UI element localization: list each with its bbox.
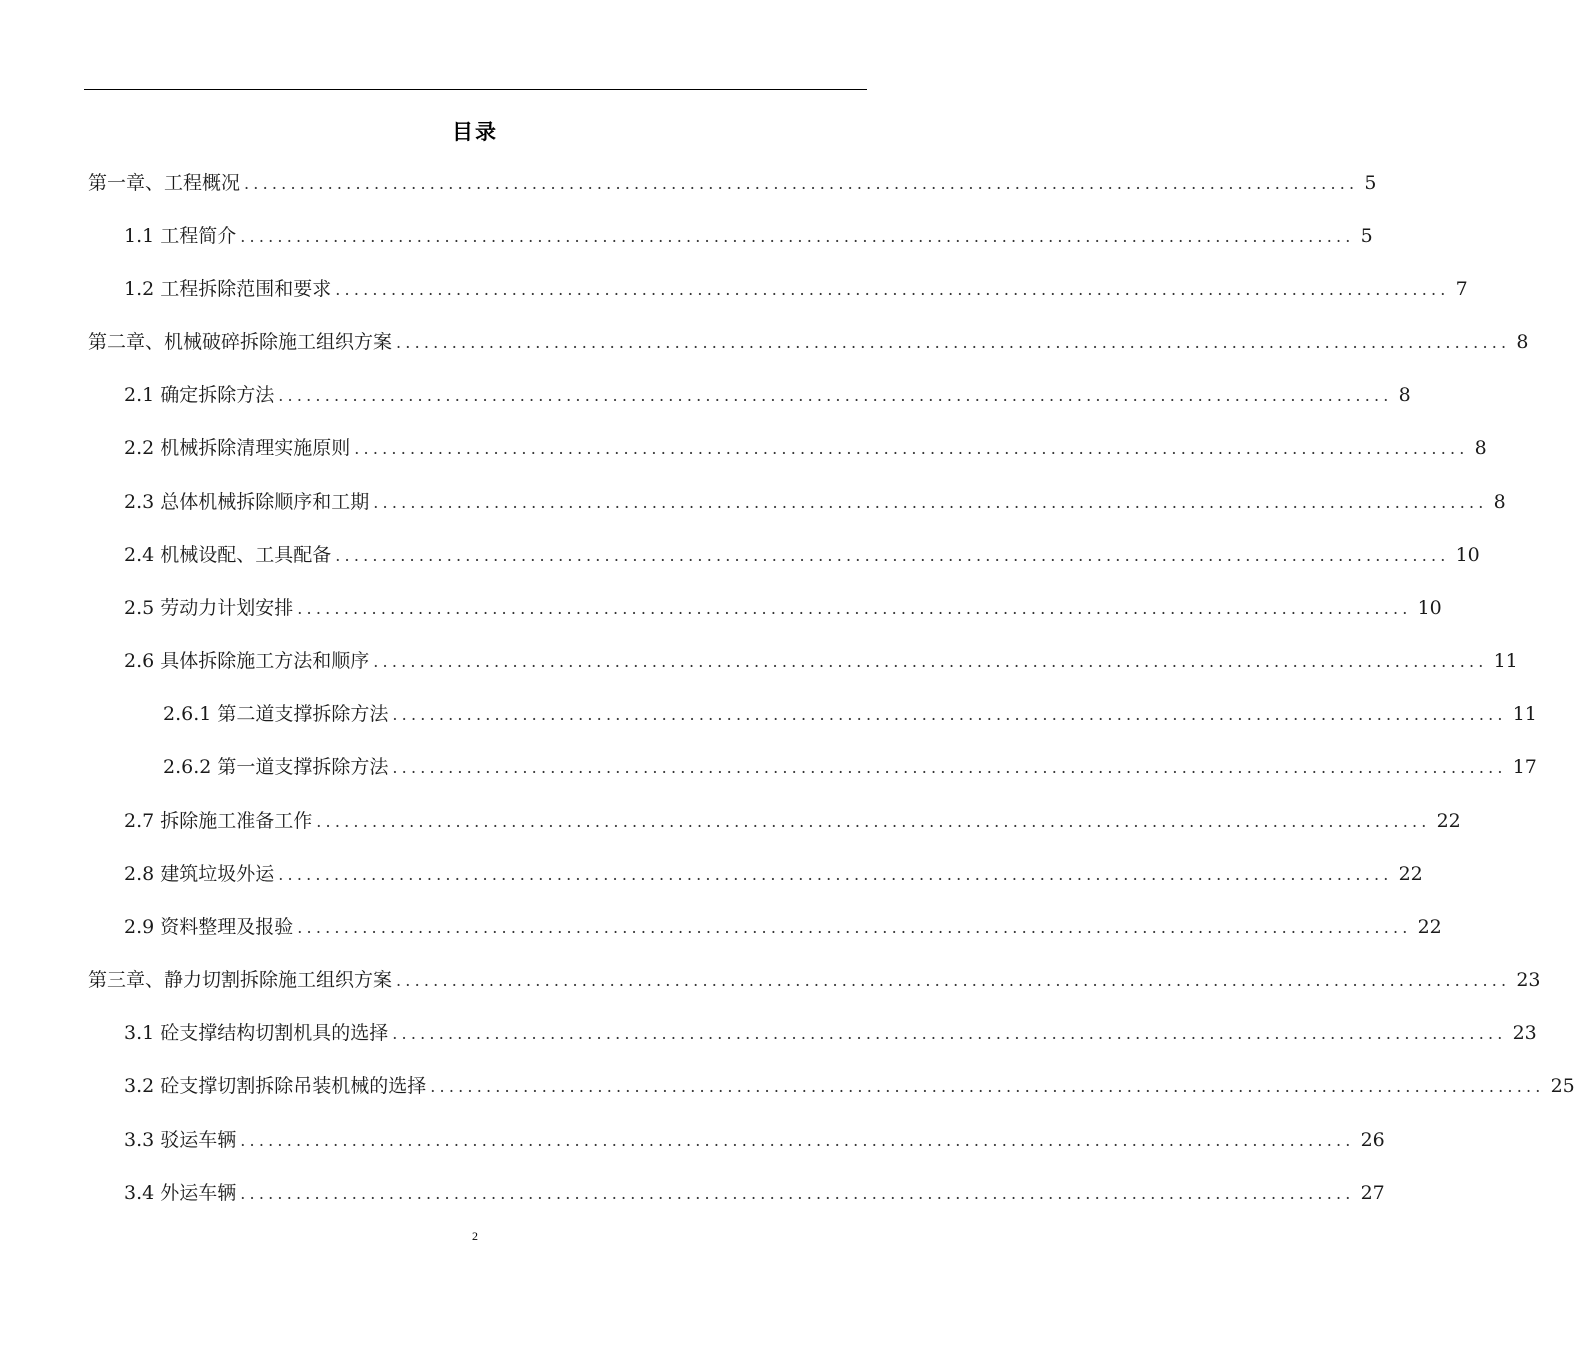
toc-entry-page: 8 (1493, 491, 1506, 513)
toc-entry-page: 8 (1474, 437, 1487, 459)
dot-leader: ........................................................................................................................ (240, 227, 1355, 246)
toc-entry[interactable] (124, 1071, 1575, 1101)
toc-entry-label: 3.1 砼支撑结构切割机具的选择 (124, 1022, 389, 1044)
dot-leader: ........................................................................................................................ (335, 546, 1450, 565)
toc-entry-page: 10 (1417, 597, 1442, 619)
dot-leader: ........................................................................................................................ (278, 865, 1393, 884)
dot-leader: ........................................................................................................................ (240, 1131, 1355, 1150)
toc-entry[interactable] (124, 1178, 1385, 1208)
dot-leader: ........................................................................................................................ (373, 493, 1488, 512)
toc-entry-page: 5 (1360, 225, 1373, 247)
toc-entry-page: 8 (1516, 331, 1529, 353)
toc-entry-page: 25 (1550, 1075, 1575, 1097)
toc-entry-page: 7 (1455, 278, 1468, 300)
dot-leader: ........................................................................................................................ (240, 1184, 1355, 1203)
toc-entry[interactable] (124, 380, 1411, 410)
toc-entry[interactable] (124, 1018, 1537, 1048)
header-rule (84, 89, 867, 90)
toc-entry[interactable] (88, 327, 1529, 357)
toc-entry-label: 2.6.2 第一道支撑拆除方法 (163, 756, 389, 778)
toc-entry-label: 3.4 外运车辆 (124, 1182, 237, 1204)
toc-entry-label: 2.9 资料整理及报验 (124, 916, 294, 938)
toc-entry[interactable] (163, 752, 1537, 782)
toc-entry-label: 2.6 具体拆除施工方法和顺序 (124, 650, 370, 672)
toc-entry[interactable] (124, 221, 1373, 251)
dot-leader: ........................................................................................................................ (297, 599, 1412, 618)
toc-entry-page: 10 (1455, 544, 1480, 566)
toc-entry-label: 2.7 拆除施工准备工作 (124, 810, 313, 832)
toc-entry-label: 3.2 砼支撑切割拆除吊装机械的选择 (124, 1075, 427, 1097)
toc-entry[interactable] (124, 593, 1442, 623)
toc-entry-page: 27 (1360, 1182, 1385, 1204)
toc-entry-label: 1.1 工程简介 (124, 225, 237, 247)
toc-entry[interactable] (163, 699, 1537, 729)
dot-leader: ........................................................................................................................ (297, 918, 1412, 937)
toc-entry[interactable] (124, 912, 1442, 942)
toc-entry-page: 17 (1512, 756, 1537, 778)
toc-entry-page: 8 (1398, 384, 1411, 406)
dot-leader: ........................................................................................................................ (392, 758, 1507, 777)
page-number: 2 (472, 1229, 478, 1243)
toc-entry-label: 2.3 总体机械拆除顺序和工期 (124, 491, 370, 513)
dot-leader: ........................................................................................................................ (396, 971, 1511, 990)
toc-entry-label: 第一章、工程概况 (88, 172, 241, 194)
toc-entry[interactable] (124, 540, 1480, 570)
toc-entry-page: 11 (1512, 703, 1537, 725)
toc-entry[interactable] (124, 433, 1487, 463)
toc-entry[interactable] (124, 646, 1518, 676)
toc-entry-label: 第三章、静力切割拆除施工组织方案 (88, 969, 393, 991)
toc-entry-label: 2.8 建筑垃圾外运 (124, 863, 275, 885)
toc-entry-page: 11 (1493, 650, 1518, 672)
dot-leader: ........................................................................................................................ (354, 439, 1469, 458)
dot-leader: ........................................................................................................................ (396, 333, 1511, 352)
toc-entry[interactable] (124, 859, 1423, 889)
toc-entry-label: 2.4 机械设配、工具配备 (124, 544, 332, 566)
toc-entry-label: 2.6.1 第二道支撑拆除方法 (163, 703, 389, 725)
toc-entry[interactable] (124, 487, 1506, 517)
toc-entry[interactable] (124, 1125, 1385, 1155)
toc-entry-page: 23 (1516, 969, 1541, 991)
dot-leader: ........................................................................................................................ (392, 705, 1507, 724)
toc-entry[interactable] (124, 274, 1468, 304)
toc-entry-label: 2.5 劳动力计划安排 (124, 597, 294, 619)
toc-entry-label: 2.2 机械拆除清理实施原则 (124, 437, 351, 459)
toc-entry[interactable] (124, 806, 1461, 836)
toc-entry-page: 22 (1398, 863, 1423, 885)
toc-entry-label: 1.2 工程拆除范围和要求 (124, 278, 332, 300)
toc-entry[interactable] (88, 965, 1541, 995)
dot-leader: ........................................................................................................................ (430, 1077, 1545, 1096)
toc-entry-page: 26 (1360, 1129, 1385, 1151)
toc-entry-label: 2.1 确定拆除方法 (124, 384, 275, 406)
dot-leader: ........................................................................................................................ (316, 812, 1431, 831)
toc-entry-page: 22 (1417, 916, 1442, 938)
toc-entry-page: 23 (1512, 1022, 1537, 1044)
toc-entry[interactable] (88, 168, 1377, 198)
dot-leader: ........................................................................................................................ (278, 386, 1393, 405)
dot-leader: ........................................................................................................................ (392, 1024, 1507, 1043)
toc-title: 目录 (452, 119, 498, 144)
dot-leader: ........................................................................................................................ (335, 280, 1450, 299)
toc-entry-label: 3.3 驳运车辆 (124, 1129, 237, 1151)
toc-entry-page: 22 (1436, 810, 1461, 832)
dot-leader: ........................................................................................................................ (244, 174, 1359, 193)
dot-leader: ........................................................................................................................ (373, 652, 1488, 671)
toc-entry-label: 第二章、机械破碎拆除施工组织方案 (88, 331, 393, 353)
toc-entry-page: 5 (1364, 172, 1377, 194)
